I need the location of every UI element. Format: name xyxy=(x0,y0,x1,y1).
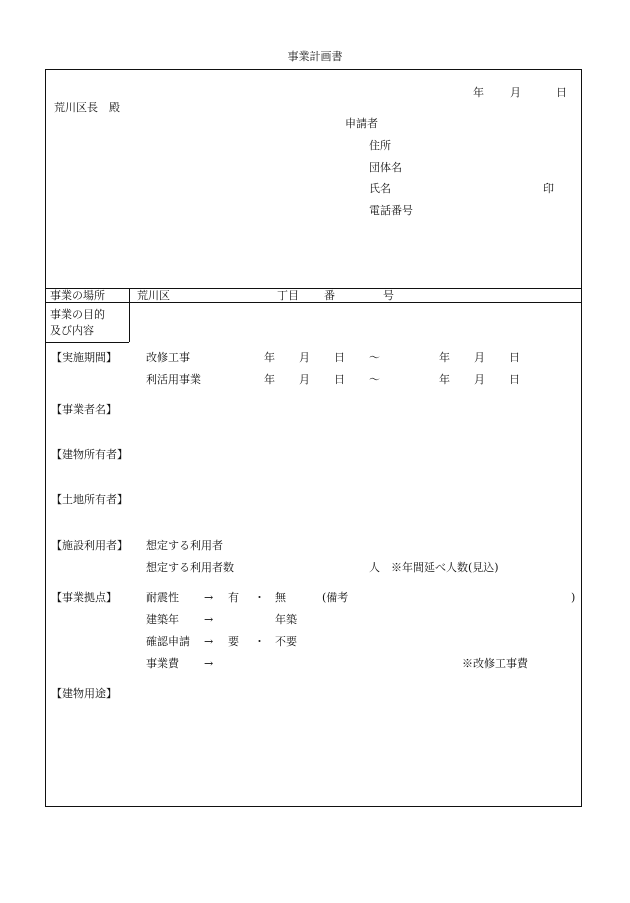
built-year-suffix: 年築 xyxy=(275,613,297,626)
building-owner-label: 【建物所有者】 xyxy=(51,448,128,461)
period-row-name: 改修工事 xyxy=(146,351,190,364)
period-row-tilde: ～ xyxy=(369,351,380,364)
date-year: 年 xyxy=(473,86,484,99)
applicant-group-label: 団体名 xyxy=(369,161,402,174)
seismic-arrow: → xyxy=(204,591,214,604)
remarks-close: ) xyxy=(571,591,576,604)
applicant-name-label: 氏名 xyxy=(369,182,391,195)
location-top-rule xyxy=(45,288,582,289)
expected-users-label: 想定する利用者 xyxy=(146,539,223,552)
seismic-separator: ・ xyxy=(254,591,265,604)
period-row-name: 利活用事業 xyxy=(146,373,201,386)
facility-users-label: 【施設利用者】 xyxy=(51,539,128,552)
seal-mark: 印 xyxy=(543,182,554,195)
location-bottom-rule xyxy=(45,302,582,303)
applicant-heading: 申請者 xyxy=(345,117,378,130)
land-owner-label: 【土地所有者】 xyxy=(51,493,128,506)
location-go: 号 xyxy=(383,289,394,302)
applicant-address-label: 住所 xyxy=(369,139,391,152)
period-row-start-day: 日 xyxy=(334,373,345,386)
built-year-arrow: → xyxy=(204,613,214,626)
purpose-label-line2: 及び内容 xyxy=(50,324,94,337)
period-label: 【実施期間】 xyxy=(51,351,117,364)
purpose-label-rule xyxy=(45,342,129,343)
base-label: 【事業拠点】 xyxy=(51,591,117,604)
period-row-end-month: 月 xyxy=(474,351,485,364)
expected-count-label: 想定する利用者数 xyxy=(146,561,234,574)
form-frame xyxy=(45,69,582,807)
remarks-open: (備考 xyxy=(322,591,349,604)
confirmation-arrow: → xyxy=(204,635,214,648)
location-ban: 番 xyxy=(324,289,335,302)
confirmation-label: 確認申請 xyxy=(146,635,190,648)
label-column-divider xyxy=(129,288,130,342)
date-month: 月 xyxy=(510,86,521,99)
applicant-phone-label: 電話番号 xyxy=(369,204,413,217)
built-year-label: 建築年 xyxy=(146,613,179,626)
confirmation-separator: ・ xyxy=(254,635,265,648)
location-chome: 丁目 xyxy=(277,289,299,302)
period-row-end-year: 年 xyxy=(439,373,450,386)
page-title: 事業計画書 xyxy=(287,50,343,63)
confirmation-not-need: 不要 xyxy=(275,635,297,648)
expected-count-note: ※年間延べ人数(見込) xyxy=(391,561,499,574)
building-use-label: 【建物用途】 xyxy=(51,687,117,700)
cost-note: ※改修工事費 xyxy=(462,657,528,670)
location-ward: 荒川区 xyxy=(137,289,170,302)
addressee: 荒川区長 殿 xyxy=(54,101,120,114)
period-row-end-month: 月 xyxy=(474,373,485,386)
purpose-label-line1: 事業の目的 xyxy=(50,308,105,321)
period-row-end-year: 年 xyxy=(439,351,450,364)
confirmation-need: 要 xyxy=(228,635,239,648)
period-row-tilde: ～ xyxy=(369,373,380,386)
location-label: 事業の場所 xyxy=(50,289,105,302)
period-row-start-month: 月 xyxy=(299,351,310,364)
period-row-start-month: 月 xyxy=(299,373,310,386)
period-row-start-year: 年 xyxy=(264,373,275,386)
period-row-start-year: 年 xyxy=(264,351,275,364)
period-row-end-day: 日 xyxy=(509,373,520,386)
seismic-label: 耐震性 xyxy=(146,591,179,604)
cost-label: 事業費 xyxy=(146,657,179,670)
seismic-no: 無 xyxy=(275,591,286,604)
period-row-start-day: 日 xyxy=(334,351,345,364)
seismic-yes: 有 xyxy=(228,591,239,604)
period-row-end-day: 日 xyxy=(509,351,520,364)
cost-arrow: → xyxy=(204,657,214,670)
operator-label: 【事業者名】 xyxy=(51,403,117,416)
expected-count-unit: 人 xyxy=(369,561,380,574)
date-day: 日 xyxy=(556,86,567,99)
